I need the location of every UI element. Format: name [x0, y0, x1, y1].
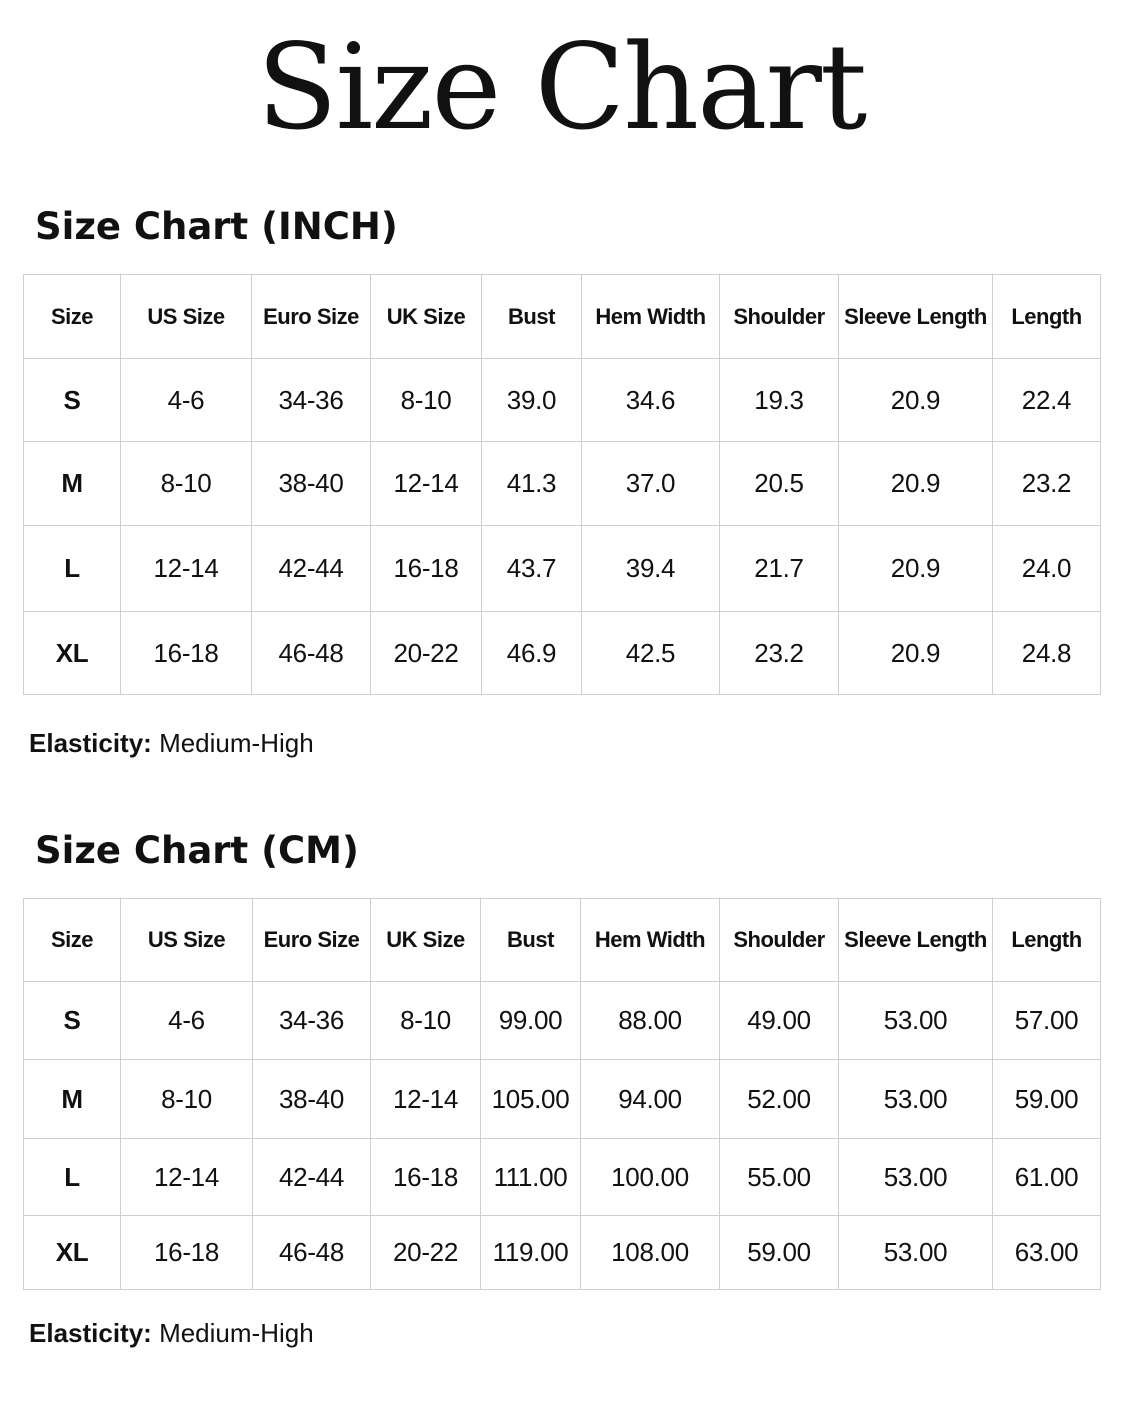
- table-cell: M: [24, 1060, 121, 1139]
- table-cell: 34-36: [253, 982, 371, 1060]
- cm-size-table: [23, 898, 1101, 1290]
- table-cell: 4-6: [121, 359, 252, 442]
- inch-elasticity-note: [29, 728, 314, 759]
- table-cell: 108.00: [581, 1216, 720, 1290]
- column-header: UK Size: [371, 899, 481, 982]
- column-header: Shoulder: [720, 275, 839, 359]
- table-cell: 39.0: [482, 359, 582, 442]
- table-cell: 55.00: [720, 1139, 839, 1216]
- table-cell: 12-14: [121, 526, 252, 612]
- table-cell: 38-40: [252, 442, 371, 526]
- table-cell: 12-14: [371, 442, 482, 526]
- table-cell: L: [24, 526, 121, 612]
- table-cell: 20-22: [371, 612, 482, 695]
- table-row: [24, 442, 1101, 526]
- table-cell: S: [24, 982, 121, 1060]
- table-cell: 59.00: [993, 1060, 1101, 1139]
- table-row: [24, 612, 1101, 695]
- table-cell: 53.00: [839, 1060, 993, 1139]
- table-cell: 20.9: [839, 612, 993, 695]
- table-cell: 105.00: [481, 1060, 581, 1139]
- table-cell: 12-14: [371, 1060, 481, 1139]
- table-cell: 53.00: [839, 982, 993, 1060]
- column-header: US Size: [121, 275, 252, 359]
- column-header: Hem Width: [581, 899, 720, 982]
- table-cell: 4-6: [121, 982, 253, 1060]
- table-cell: 20.5: [720, 442, 839, 526]
- table-cell: 16-18: [121, 1216, 253, 1290]
- table-cell: S: [24, 359, 121, 442]
- table-cell: 37.0: [582, 442, 720, 526]
- table-row: [24, 1139, 1101, 1216]
- table-cell: 8-10: [121, 442, 252, 526]
- table-cell: 20-22: [371, 1216, 481, 1290]
- table-row: [24, 359, 1101, 442]
- table-cell: 21.7: [720, 526, 839, 612]
- table-cell: 111.00: [481, 1139, 581, 1216]
- table-cell: 23.2: [720, 612, 839, 695]
- column-header: Size: [24, 275, 121, 359]
- table-cell: 16-18: [121, 612, 252, 695]
- table-cell: 88.00: [581, 982, 720, 1060]
- table-cell: 46.9: [482, 612, 582, 695]
- table-cell: 42.5: [582, 612, 720, 695]
- column-header: Shoulder: [720, 899, 839, 982]
- table-cell: 49.00: [720, 982, 839, 1060]
- table-cell: 8-10: [121, 1060, 253, 1139]
- column-header: Length: [993, 899, 1101, 982]
- table-cell: 41.3: [482, 442, 582, 526]
- table-cell: XL: [24, 612, 121, 695]
- table-cell: 53.00: [839, 1139, 993, 1216]
- table-cell: 34.6: [582, 359, 720, 442]
- table-header-row: [24, 899, 1101, 982]
- inch-section-title: Size Chart (INCH): [35, 205, 398, 248]
- table-cell: 8-10: [371, 359, 482, 442]
- table-cell: 99.00: [481, 982, 581, 1060]
- table-cell: 57.00: [993, 982, 1101, 1060]
- column-header: Hem Width: [582, 275, 720, 359]
- column-header: Sleeve Length: [839, 899, 993, 982]
- table-cell: 53.00: [839, 1216, 993, 1290]
- table-cell: 19.3: [720, 359, 839, 442]
- column-header: UK Size: [371, 275, 482, 359]
- table-cell: 12-14: [121, 1139, 253, 1216]
- column-header: Euro Size: [252, 275, 371, 359]
- elasticity-value: Medium-High: [159, 728, 314, 758]
- table-cell: M: [24, 442, 121, 526]
- column-header: Bust: [482, 275, 582, 359]
- elasticity-label: Elasticity:: [29, 728, 152, 758]
- table-cell: L: [24, 1139, 121, 1216]
- page-title: Size Chart: [256, 18, 866, 156]
- table-cell: 52.00: [720, 1060, 839, 1139]
- cm-section-title: Size Chart (CM): [35, 829, 359, 872]
- table-cell: 16-18: [371, 1139, 481, 1216]
- table-cell: 39.4: [582, 526, 720, 612]
- elasticity-value: Medium-High: [159, 1318, 314, 1348]
- table-row: [24, 526, 1101, 612]
- column-header: Size: [24, 899, 121, 982]
- table-cell: 119.00: [481, 1216, 581, 1290]
- table-cell: 24.0: [993, 526, 1101, 612]
- table-cell: 46-48: [253, 1216, 371, 1290]
- table-cell: 16-18: [371, 526, 482, 612]
- table-cell: 100.00: [581, 1139, 720, 1216]
- table-cell: 46-48: [252, 612, 371, 695]
- elasticity-label: Elasticity:: [29, 1318, 152, 1348]
- table-cell: 20.9: [839, 526, 993, 612]
- cm-elasticity-note: [29, 1318, 314, 1349]
- column-header: Sleeve Length: [839, 275, 993, 359]
- table-cell: 24.8: [993, 612, 1101, 695]
- column-header: Euro Size: [253, 899, 371, 982]
- table-cell: 8-10: [371, 982, 481, 1060]
- table-cell: 61.00: [993, 1139, 1101, 1216]
- table-cell: XL: [24, 1216, 121, 1290]
- table-cell: 94.00: [581, 1060, 720, 1139]
- table-row: [24, 982, 1101, 1060]
- table-cell: 43.7: [482, 526, 582, 612]
- column-header: Bust: [481, 899, 581, 982]
- table-header-row: [24, 275, 1101, 359]
- table-cell: 34-36: [252, 359, 371, 442]
- table-row: [24, 1216, 1101, 1290]
- column-header: Length: [993, 275, 1101, 359]
- table-cell: 23.2: [993, 442, 1101, 526]
- column-header: US Size: [121, 899, 253, 982]
- table-cell: 42-44: [252, 526, 371, 612]
- inch-size-table: [23, 274, 1101, 695]
- table-row: [24, 1060, 1101, 1139]
- table-cell: 42-44: [253, 1139, 371, 1216]
- table-cell: 20.9: [839, 359, 993, 442]
- table-cell: 20.9: [839, 442, 993, 526]
- table-cell: 59.00: [720, 1216, 839, 1290]
- table-cell: 63.00: [993, 1216, 1101, 1290]
- table-cell: 22.4: [993, 359, 1101, 442]
- table-cell: 38-40: [253, 1060, 371, 1139]
